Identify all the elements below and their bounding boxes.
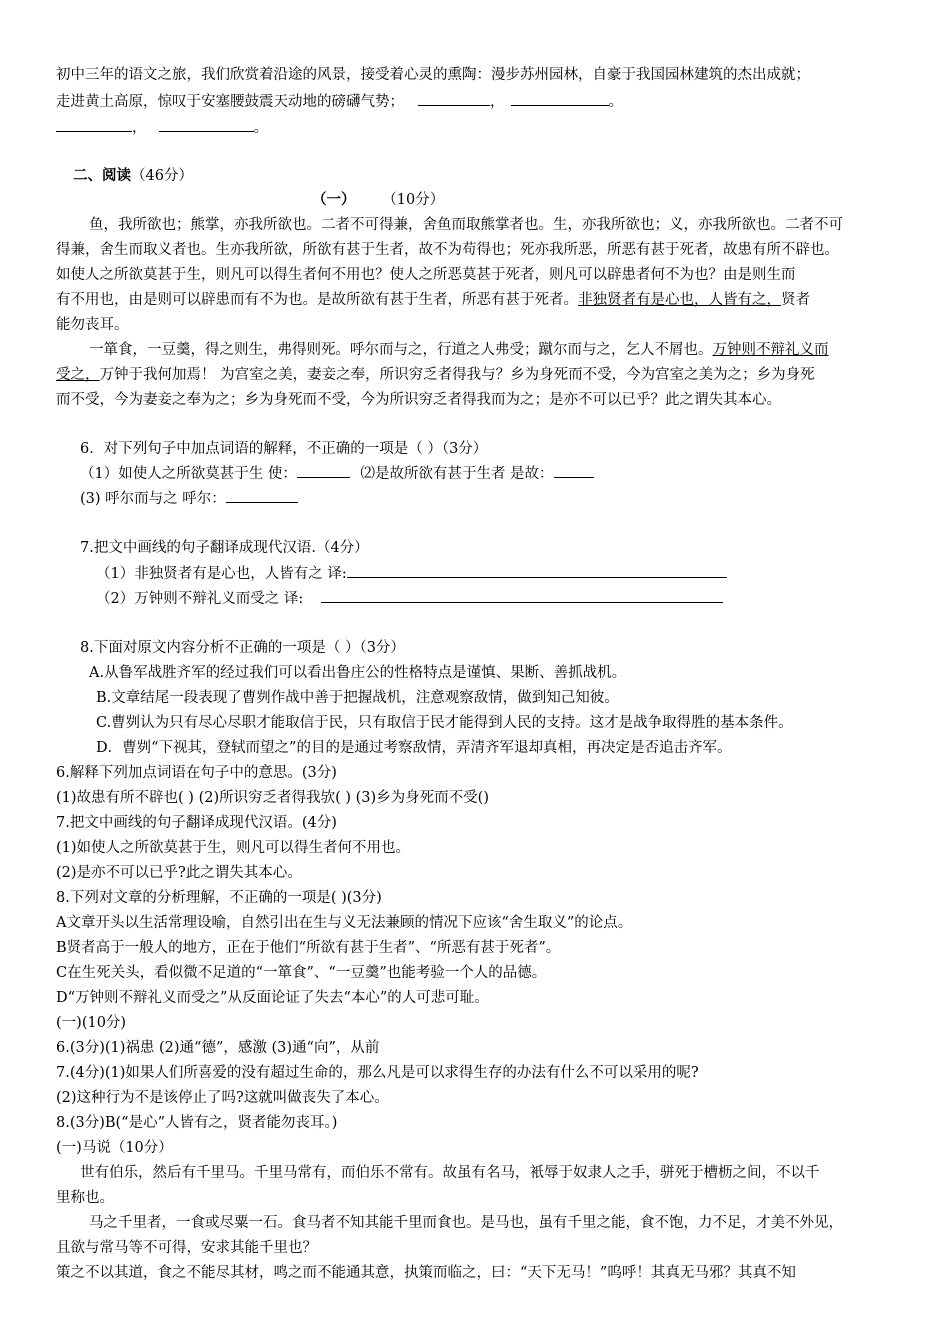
answer-blank[interactable] (554, 463, 594, 478)
answer-blank[interactable] (226, 488, 298, 503)
q6b-stem: 6.解释下列加点词语在句子中的意思。(3分) (56, 765, 337, 781)
passage-line (56, 290, 810, 310)
period: 。 (253, 120, 268, 136)
translation-blank[interactable] (321, 588, 723, 603)
intro-line-2 (56, 91, 623, 112)
answer-blank[interactable] (159, 117, 254, 132)
q8b-option-d: D“万钟则不辩礼义而受之”从反面论证了失去“本心”的人可悲可耻。 (56, 990, 489, 1006)
comma: ， (490, 94, 505, 110)
mashuo-line: 策之不以其道，食之不能尽其材，鸣之而不能通其意，执策而临之，曰：“天下无马！”呜呼！其真无马邪？其真不知 (56, 1265, 796, 1281)
part-heading (312, 190, 444, 210)
q8-option-b: B.文章结尾一段表现了曹刿作战中善于把握战机，注意观察敌情，做到知己知彼。 (96, 690, 619, 706)
q8b-option-a: A文章开头以生活常理设喻，自然引出在生与义无法兼顾的情况下应该“舍生取义”的论点。 (56, 915, 633, 931)
answer-7-2: (2)这种行为不是该停止了吗?这就叫做丧失了本心。 (56, 1090, 389, 1106)
answer-blank[interactable] (511, 91, 609, 106)
q8b-option-c: C在生死关头，看似微不足道的“一箪食”、“一豆羹”也能考验一个人的品德。 (56, 965, 547, 981)
mashuo-line: 世有伯乐，然后有千里马。千里马常有，而伯乐不常有。故虽有名马，衹辱于奴隶人之手，骈死于槽枥之间，不以千 (80, 1165, 820, 1181)
passage-text: 有不用也，由是则可以辟患而有不为也。是故所欲有甚于生者，所恶有甚于死者。 (56, 292, 578, 308)
answer-blank[interactable] (297, 463, 350, 478)
comma: ， (132, 120, 147, 136)
q8-option-c: C.曹刿认为只有尽心尽职才能取信于民，只有取信于民才能得到人民的支持。这才是战争取得胜的基本条件。 (96, 715, 793, 731)
part-label: （一） (312, 191, 356, 208)
q6-item-1: （1）如使人之所欲莫甚于生 使： (80, 466, 297, 482)
q6-items-row (80, 463, 594, 484)
answers-heading: (一)(10分) (56, 1015, 127, 1031)
underlined-sentence: 万钟则不辩礼义而 (712, 342, 829, 358)
mashuo-line: 且欲与常马等不可得，安求其能千里也？ (56, 1240, 317, 1256)
underlined-sentence: 受之， (56, 367, 100, 383)
section-score: （46分） (131, 168, 193, 184)
q7-item (96, 588, 723, 609)
q8b-stem: 8.下列对文章的分析理解，不正确的一项是( )(3分) (56, 890, 382, 906)
q8b-option-b: B贤者高于一般人的地方，正在于他们“所欲有甚于生者”、“所恶有甚于死者”。 (56, 940, 561, 956)
intro-line-1: 初中三年的语文之旅，我们欣赏着沿途的风景，接受着心灵的熏陶：漫步苏州园林，自豪于我国园林建筑的杰出成就； (56, 67, 810, 83)
passage-line: 鱼，我所欲也；熊掌，亦我所欲也。二者不可得兼，舍鱼而取熊掌者也。生，亦我所欲也；义，亦我所欲也。二者不可 (89, 217, 843, 233)
intro-line-3 (56, 117, 268, 138)
answer-7-1: 7.(4分)(1)如果人们所喜爱的没有超过生命的，那么凡是可以求得生存的办法有什么不可以采用的呢? (56, 1065, 699, 1081)
q7-item-2: （2）万钟则不辩礼义而受之 译: (96, 591, 304, 607)
q7b-item-2: (2)是亦不可以已乎?此之谓失其本心。 (56, 865, 302, 881)
underlined-sentence: 非独贤者有是心也，人皆有之， (578, 292, 781, 308)
q8-option-a: A.从鲁军战胜齐军的经过我们可以看出鲁庄公的性格特点是谨慎、果断、善抓战机。 (89, 665, 627, 681)
translation-blank[interactable] (347, 563, 727, 578)
mashuo-line: 里称也。 (56, 1190, 114, 1206)
answer-8: 8.(3分)B(“是心”人皆有之，贤者能勿丧耳。) (56, 1115, 338, 1131)
answer-blank[interactable] (418, 91, 490, 106)
passage-line: 如使人之所欲莫甚于生，则凡可以得生者何不用也？使人之所恶莫甚于死者，则凡可以辟患者何不为也？由是则生而 (56, 267, 796, 283)
q7-item (96, 563, 727, 584)
q7b-stem: 7.把文中画线的句子翻译成现代汉语。(4分) (56, 815, 337, 831)
answer-blank[interactable] (56, 117, 132, 132)
q7-stem: 7.把文中画线的句子翻译成现代汉语.（4分） (80, 540, 369, 556)
passage-line: 得兼，舍生而取义者也。生亦我所欲，所欲有甚于生者，故不为苟得也；死亦我所恶，所恶有甚于死者，故患有所不辟也。 (56, 242, 839, 258)
passage-line (89, 340, 829, 360)
passage-text: 一箪食，一豆羹，得之则生，弗得则死。呼尔而与之，行道之人弗受；蹴尔而与之，乞人不屑也。 (89, 342, 713, 358)
q6-stem: 6．对下列句子中加点词语的解释，不正确的一项是（ ）（3分） (80, 441, 488, 457)
passage-line (56, 365, 815, 385)
mashuo-title: (一)马说（10分） (56, 1140, 173, 1156)
answer-6: 6.(3分)(1)祸患 (2)通“德”，感激 (3)通“向”，从前 (56, 1040, 380, 1056)
q7-item-1: （1）非独贤者有是心也，人皆有之 译: (96, 566, 347, 582)
intro-text: 走进黄土高原，惊叹于安塞腰鼓震天动地的磅礴气势； (56, 94, 404, 110)
part-score: （10分） (389, 192, 445, 208)
passage-text: 贤者 (781, 292, 810, 308)
q8-option-d: D．曹刿“下视其，登轼而望之”的目的是通过考察敌情，弄清齐军退却真相，再决定是否追击齐军。 (96, 740, 732, 756)
section-heading (73, 166, 193, 186)
mashuo-line: 马之千里者，一食或尽粟一石。食马者不知其能千里而食也。是马也，虽有千里之能，食不饱，力不足，才美不外见， (89, 1215, 843, 1231)
q6-items-row-2 (80, 488, 298, 509)
q6b-items: (1)故患有所不辟也( ) (2)所识穷乏者得我欤( ) (3)乡为身死而不受() (56, 790, 489, 806)
passage-text: 万钟于我何加焉！ 为宫室之美，妻妾之奉，所识穷乏者得我与？乡为身死而不受，今为宫室之美为之；乡为身死 (99, 367, 815, 383)
q7b-item-1: (1)如使人之所欲莫甚于生，则凡可以得生者何不用也。 (56, 840, 411, 856)
period: 。 (608, 94, 623, 110)
section-title: 二、阅读 (73, 167, 131, 184)
q6-item-2: ⑵是故所欲有甚于生者 是故： (360, 466, 554, 482)
passage-line: 而不受，今为妻妾之奉为之；乡为身死而不受，今为所识穷乏者得我而为之；是亦不可以已乎？此之谓失其本心。 (56, 392, 781, 408)
q8-stem: 8.下面对原文内容分析不正确的一项是（ ）（3分） (80, 640, 405, 656)
q6-item-3: (3) 呼尔而与之 呼尔： (80, 491, 226, 507)
passage-line: 能勿丧耳。 (56, 317, 129, 333)
